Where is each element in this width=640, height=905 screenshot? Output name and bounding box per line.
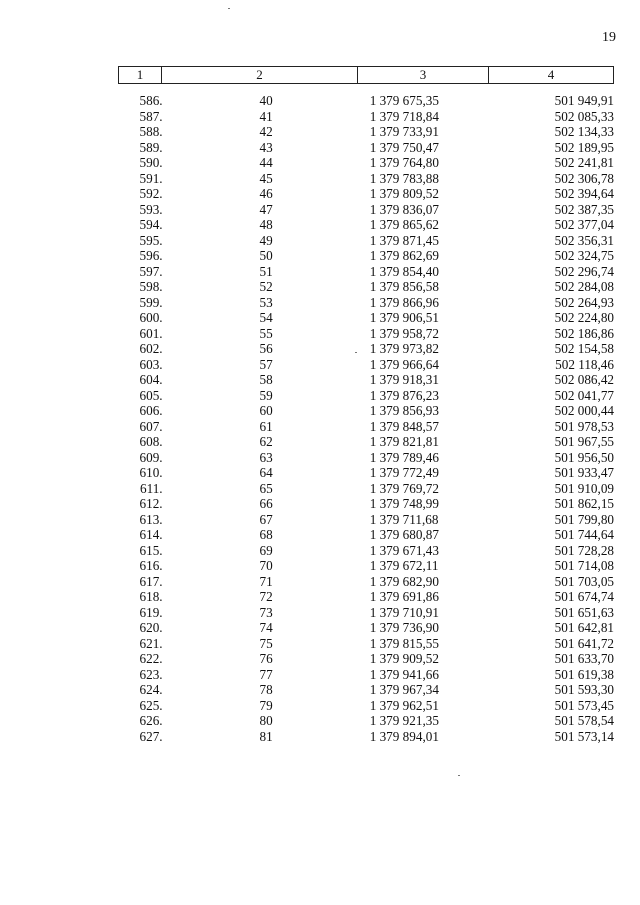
row-number: 599. — [139, 294, 163, 310]
table-row — [118, 155, 614, 171]
row-number: 609. — [139, 449, 163, 465]
row-number: 622. — [139, 651, 163, 666]
y-coordinate: 502 000,44 — [554, 403, 614, 418]
x-coordinate: 1 379 967,34 — [369, 682, 439, 697]
y-coordinate: 502 377,04 — [554, 217, 614, 232]
row-number: 598. — [139, 279, 163, 294]
y-coordinate: 502 306,78 — [554, 170, 614, 186]
table-row — [118, 698, 614, 714]
y-coordinate: 501 967,55 — [554, 434, 614, 449]
table-row — [118, 574, 614, 590]
x-coordinate: 1 379 871,45 — [369, 232, 439, 248]
y-coordinate: 502 224,80 — [554, 310, 614, 325]
x-coordinate: 1 379 973,82 — [369, 341, 439, 356]
row-number: 621. — [139, 635, 163, 651]
point-number: 45 — [259, 170, 273, 186]
row-number: 593. — [139, 201, 163, 217]
row-number: 606. — [139, 403, 163, 418]
point-number: 73 — [259, 604, 273, 620]
point-number: 42 — [259, 124, 273, 139]
table-row — [118, 372, 614, 388]
coordinates-table-body — [118, 93, 614, 744]
table-row — [118, 527, 614, 543]
y-coordinate: 502 086,42 — [554, 372, 614, 387]
table-row — [118, 434, 614, 450]
row-number: 612. — [139, 496, 163, 511]
table-row — [118, 450, 614, 466]
row-number: 588. — [139, 124, 163, 139]
row-number: 617. — [139, 573, 163, 589]
table-row — [118, 512, 614, 528]
x-coordinate: 1 379 750,47 — [369, 139, 439, 155]
y-coordinate: 502 387,35 — [554, 201, 614, 217]
point-number: 65 — [259, 480, 273, 496]
point-number: 60 — [259, 403, 273, 418]
point-number: 68 — [259, 527, 273, 542]
row-number: 589. — [139, 139, 163, 155]
y-coordinate: 501 619,38 — [554, 666, 614, 682]
point-number: 81 — [259, 728, 273, 744]
point-number: 52 — [259, 279, 273, 294]
y-coordinate: 501 641,72 — [554, 635, 614, 651]
point-number: 71 — [259, 573, 273, 589]
table-row — [118, 558, 614, 574]
y-coordinate: 501 674,74 — [554, 589, 614, 604]
point-number: 53 — [259, 294, 273, 310]
x-coordinate: 1 379 789,46 — [369, 449, 439, 465]
x-coordinate: 1 379 672,11 — [369, 558, 439, 573]
x-coordinate: 1 379 866,96 — [369, 294, 439, 310]
x-coordinate: 1 379 958,72 — [369, 325, 439, 341]
x-coordinate: 1 379 675,35 — [369, 93, 439, 108]
y-coordinate: 501 933,47 — [554, 465, 614, 480]
y-coordinate: 501 949,91 — [554, 93, 614, 108]
table-row — [118, 605, 614, 621]
row-number: 602. — [139, 341, 163, 356]
table-row — [118, 357, 614, 373]
table-row — [118, 713, 614, 729]
row-number: 625. — [139, 697, 163, 713]
point-number: 78 — [259, 682, 273, 697]
y-coordinate: 502 296,74 — [554, 263, 614, 279]
point-number: 70 — [259, 558, 273, 573]
y-coordinate: 501 703,05 — [554, 573, 614, 589]
column-header-1: 1 — [119, 67, 162, 84]
row-number: 600. — [139, 310, 163, 325]
y-coordinate: 502 134,33 — [554, 124, 614, 139]
table-row — [118, 543, 614, 559]
y-coordinate: 502 264,93 — [554, 294, 614, 310]
row-number: 592. — [139, 186, 163, 201]
table-row — [118, 202, 614, 218]
point-number: 46 — [259, 186, 273, 201]
x-coordinate: 1 379 691,86 — [369, 589, 439, 604]
table-row — [118, 264, 614, 280]
x-coordinate: 1 379 711,68 — [369, 511, 439, 527]
table-row — [118, 341, 614, 357]
row-number: 603. — [139, 356, 163, 372]
point-number: 79 — [259, 697, 273, 713]
point-number: 57 — [259, 356, 273, 372]
table-row — [118, 140, 614, 156]
point-number: 66 — [259, 496, 273, 511]
y-coordinate: 501 910,09 — [554, 480, 614, 496]
table-row — [118, 388, 614, 404]
x-coordinate: 1 379 854,40 — [369, 263, 439, 279]
x-coordinate: 1 379 966,64 — [369, 356, 439, 372]
point-number: 76 — [259, 651, 273, 666]
y-coordinate: 501 578,54 — [554, 713, 614, 728]
point-number: 61 — [259, 418, 273, 434]
table-row — [118, 682, 614, 698]
table-row — [118, 636, 614, 652]
row-number: 619. — [139, 604, 163, 620]
table-row — [118, 171, 614, 187]
x-coordinate: 1 379 680,87 — [369, 527, 439, 542]
column-header-table — [118, 66, 614, 84]
table-row — [118, 589, 614, 605]
y-coordinate: 502 154,58 — [554, 341, 614, 356]
y-coordinate: 501 573,14 — [554, 728, 614, 744]
row-number: 615. — [139, 542, 163, 558]
row-number: 611. — [140, 480, 163, 496]
row-number: 590. — [139, 155, 163, 170]
x-coordinate: 1 379 772,49 — [369, 465, 439, 480]
y-coordinate: 501 956,50 — [554, 449, 614, 465]
x-coordinate: 1 379 865,62 — [369, 217, 439, 232]
x-coordinate: 1 379 894,01 — [369, 728, 439, 744]
point-number: 44 — [259, 155, 273, 170]
row-number: 586. — [139, 93, 163, 108]
table-row — [118, 481, 614, 497]
x-coordinate: 1 379 815,55 — [369, 635, 439, 651]
x-coordinate: 1 379 962,51 — [369, 697, 439, 713]
x-coordinate: 1 379 909,52 — [369, 651, 439, 666]
table-row — [118, 326, 614, 342]
y-coordinate: 501 651,63 — [554, 604, 614, 620]
point-number: 40 — [259, 93, 273, 108]
row-number: 596. — [139, 248, 163, 263]
row-number: 620. — [139, 620, 163, 635]
row-number: 614. — [139, 527, 163, 542]
row-number: 608. — [139, 434, 163, 449]
x-coordinate: 1 379 718,84 — [369, 108, 439, 124]
y-coordinate: 501 862,15 — [554, 496, 614, 511]
point-number: 69 — [259, 542, 273, 558]
y-coordinate: 501 714,08 — [554, 558, 614, 573]
y-coordinate: 501 642,81 — [554, 620, 614, 635]
point-number: 49 — [259, 232, 273, 248]
point-number: 63 — [259, 449, 273, 465]
point-number: 62 — [259, 434, 273, 449]
y-coordinate: 502 241,81 — [554, 155, 614, 170]
table-row — [118, 109, 614, 125]
x-coordinate: 1 379 856,58 — [369, 279, 439, 294]
table-row — [118, 124, 614, 140]
table-row — [118, 310, 614, 326]
table-row — [118, 496, 614, 512]
scan-speck — [228, 8, 230, 9]
point-number: 51 — [259, 263, 273, 279]
row-number: 587. — [139, 108, 163, 124]
table-row — [118, 729, 614, 745]
y-coordinate: 502 118,46 — [555, 356, 614, 372]
point-number: 47 — [259, 201, 273, 217]
y-coordinate: 501 633,70 — [554, 651, 614, 666]
point-number: 72 — [259, 589, 273, 604]
x-coordinate: 1 379 921,35 — [369, 713, 439, 728]
x-coordinate: 1 379 848,57 — [369, 418, 439, 434]
x-coordinate: 1 379 836,07 — [369, 201, 439, 217]
y-coordinate: 501 573,45 — [554, 697, 614, 713]
row-number: 597. — [139, 263, 163, 279]
x-coordinate: 1 379 682,90 — [369, 573, 439, 589]
row-number: 618. — [139, 589, 163, 604]
row-number: 626. — [139, 713, 163, 728]
point-number: 80 — [259, 713, 273, 728]
y-coordinate: 502 186,86 — [554, 325, 614, 341]
point-number: 74 — [259, 620, 273, 635]
point-number: 64 — [259, 465, 273, 480]
table-row — [118, 419, 614, 435]
table-row — [118, 217, 614, 233]
point-number: 41 — [259, 108, 273, 124]
row-number: 613. — [139, 511, 163, 527]
x-coordinate: 1 379 941,66 — [369, 666, 439, 682]
table-row — [118, 93, 614, 109]
y-coordinate: 501 799,80 — [554, 511, 614, 527]
point-number: 55 — [259, 325, 273, 341]
point-number: 48 — [259, 217, 273, 232]
x-coordinate: 1 379 710,91 — [369, 604, 439, 620]
table-row — [118, 403, 614, 419]
coordinates-table — [118, 93, 614, 744]
scan-speck — [355, 352, 357, 353]
x-coordinate: 1 379 783,88 — [369, 170, 439, 186]
x-coordinate: 1 379 733,91 — [369, 124, 439, 139]
page-number: 19 — [602, 30, 616, 45]
table-row — [118, 465, 614, 481]
x-coordinate: 1 379 764,80 — [369, 155, 439, 170]
column-header-2: 2 — [162, 67, 358, 84]
column-header-3: 3 — [358, 67, 489, 84]
point-number: 50 — [259, 248, 273, 263]
row-number: 607. — [139, 418, 163, 434]
x-coordinate: 1 379 876,23 — [369, 387, 439, 403]
x-coordinate: 1 379 769,72 — [369, 480, 439, 496]
point-number: 56 — [259, 341, 273, 356]
x-coordinate: 1 379 821,81 — [369, 434, 439, 449]
row-number: 627. — [139, 728, 163, 744]
y-coordinate: 502 041,77 — [554, 387, 614, 403]
column-header-row — [119, 67, 614, 84]
row-number: 591. — [139, 170, 163, 186]
x-coordinate: 1 379 809,52 — [369, 186, 439, 201]
table-row — [118, 620, 614, 636]
x-coordinate: 1 379 906,51 — [369, 310, 439, 325]
row-number: 616. — [139, 558, 163, 573]
y-coordinate: 501 593,30 — [554, 682, 614, 697]
x-coordinate: 1 379 748,99 — [369, 496, 439, 511]
table-row — [118, 667, 614, 683]
row-number: 594. — [139, 217, 163, 232]
row-number: 595. — [139, 232, 163, 248]
table-row — [118, 295, 614, 311]
x-coordinate: 1 379 918,31 — [369, 372, 439, 387]
row-number: 604. — [139, 372, 163, 387]
y-coordinate: 501 728,28 — [554, 542, 614, 558]
x-coordinate: 1 379 856,93 — [369, 403, 439, 418]
row-number: 623. — [139, 666, 163, 682]
y-coordinate: 501 978,53 — [554, 418, 614, 434]
x-coordinate: 1 379 862,69 — [369, 248, 439, 263]
row-number: 605. — [139, 387, 163, 403]
row-number: 601. — [139, 325, 163, 341]
y-coordinate: 502 284,08 — [554, 279, 614, 294]
row-number: 624. — [139, 682, 163, 697]
x-coordinate: 1 379 671,43 — [369, 542, 439, 558]
point-number: 75 — [259, 635, 273, 651]
y-coordinate: 501 744,64 — [554, 527, 614, 542]
column-header-4: 4 — [489, 67, 614, 84]
point-number: 54 — [259, 310, 273, 325]
point-number: 77 — [259, 666, 273, 682]
table-row — [118, 233, 614, 249]
table-row — [118, 248, 614, 264]
y-coordinate: 502 085,33 — [554, 108, 614, 124]
point-number: 43 — [259, 139, 273, 155]
table-row — [118, 651, 614, 667]
y-coordinate: 502 356,31 — [554, 232, 614, 248]
y-coordinate: 502 394,64 — [554, 186, 614, 201]
row-number: 610. — [139, 465, 163, 480]
table-row — [118, 279, 614, 295]
table-row — [118, 186, 614, 202]
point-number: 58 — [259, 372, 273, 387]
y-coordinate: 502 324,75 — [554, 248, 614, 263]
point-number: 67 — [259, 511, 273, 527]
scan-speck — [458, 775, 460, 776]
x-coordinate: 1 379 736,90 — [369, 620, 439, 635]
y-coordinate: 502 189,95 — [554, 139, 614, 155]
point-number: 59 — [259, 387, 273, 403]
